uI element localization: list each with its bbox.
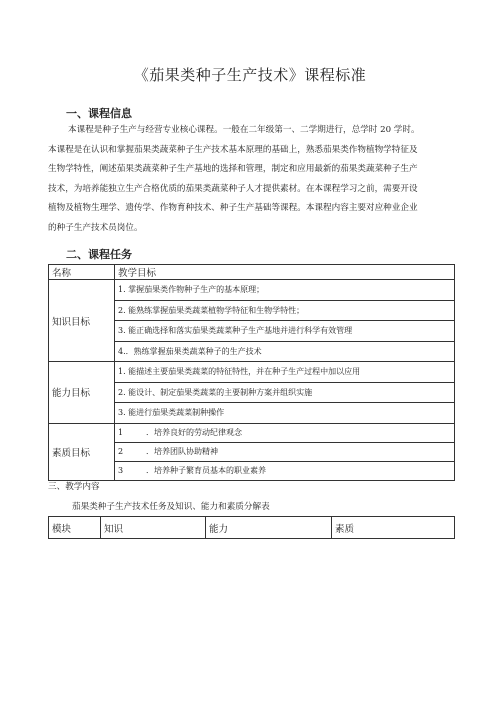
goals-table bbox=[48, 264, 455, 481]
section-heading-course-info: 一、课程信息 bbox=[66, 107, 132, 120]
goal-number: 1 bbox=[118, 428, 124, 437]
goals-table-header bbox=[49, 265, 455, 280]
header-module: 模块 bbox=[49, 517, 101, 539]
header-name: 名称 bbox=[49, 265, 115, 280]
goal-item bbox=[115, 461, 454, 480]
paragraph-line: 本课程是种子生产与经营专业核心课程。一般在二年级第一、二学期进行，总学时 20 学时。 bbox=[68, 125, 420, 135]
course-info-paragraph bbox=[48, 121, 458, 239]
row-label-quality: 素质目标 bbox=[49, 423, 115, 480]
goal-item: 1. 掌握茄果类作物种子生产的基本原理； bbox=[115, 280, 454, 300]
paragraph-line: 生物学特性，阐述茄果类蔬菜种子生产基地的选择和管理，制定和应用最新的茄果类蔬菜种子生产 bbox=[48, 164, 418, 175]
table-row-ability bbox=[49, 362, 455, 424]
goal-text: ．培养良好的劳动纪律观念 bbox=[146, 428, 242, 437]
header-knowledge: 知识 bbox=[101, 517, 206, 539]
section-heading-content: 三、教学内容 bbox=[48, 482, 100, 492]
header-goal: 教学目标 bbox=[115, 265, 455, 280]
paragraph-line: 的种子生产技术员岗位。 bbox=[48, 222, 143, 233]
goal-item bbox=[115, 442, 454, 461]
content-table-caption: 茄果类种子生产技术任务及知识、能力和素质分解表 bbox=[72, 502, 270, 512]
content-table bbox=[48, 516, 455, 539]
header-quality: 素质 bbox=[332, 517, 455, 539]
section-heading-course-tasks: 二、课程任务 bbox=[66, 248, 132, 261]
header-ability: 能力 bbox=[206, 517, 332, 539]
goal-item: 1. 能描述主要茄果类蔬菜的特征特性，并在种子生产过程中加以应用 bbox=[115, 362, 454, 382]
table-row-knowledge bbox=[49, 280, 455, 362]
goal-item: 2. 能熟练掌握茄果类蔬菜植物学特征和生物学特性； bbox=[115, 300, 454, 321]
goal-item: 2. 能设计、制定茄果类蔬菜的主要制种方案并组织实施 bbox=[115, 382, 454, 403]
paragraph-line: 本课程是在认识和掌握茄果类蔬菜种子生产技术基本原理的基础上，熟悉茄果类作物植物学特征及 bbox=[48, 144, 418, 155]
goal-item: 3. 能正确选择和落实茄果类蔬菜种子生产基地并进行科学有效管理 bbox=[115, 321, 454, 342]
row-label-ability: 能力目标 bbox=[49, 362, 115, 424]
document-title: 《茄果类种子生产技术》课程标准 bbox=[133, 66, 367, 84]
goal-item bbox=[115, 424, 454, 443]
goal-text: ．培养种子繁育员基本的职业素养 bbox=[146, 466, 266, 475]
content-table-header bbox=[49, 517, 455, 539]
goal-text: ．培养团队协助精神 bbox=[146, 447, 218, 456]
goal-item: 3. 能进行茄果类蔬菜制种操作 bbox=[118, 408, 225, 418]
paragraph-line: 技术，为培养能独立生产合格优质的茄果类蔬菜种子人才提供素材。在本课程学习之前，需要开设 bbox=[48, 183, 418, 194]
goal-number: 3 bbox=[118, 466, 124, 475]
goal-number: 2 bbox=[118, 447, 124, 456]
goal-item: 4.．熟练掌握茄果类蔬菜种子的生产技术 bbox=[118, 346, 262, 356]
table-row-quality bbox=[49, 423, 455, 480]
row-label-knowledge: 知识目标 bbox=[49, 280, 115, 362]
paragraph-line: 植物及植物生理学、遗传学、作物育种技术、种子生产基础等课程。本课程内容主要对应种业企业 bbox=[48, 203, 418, 214]
